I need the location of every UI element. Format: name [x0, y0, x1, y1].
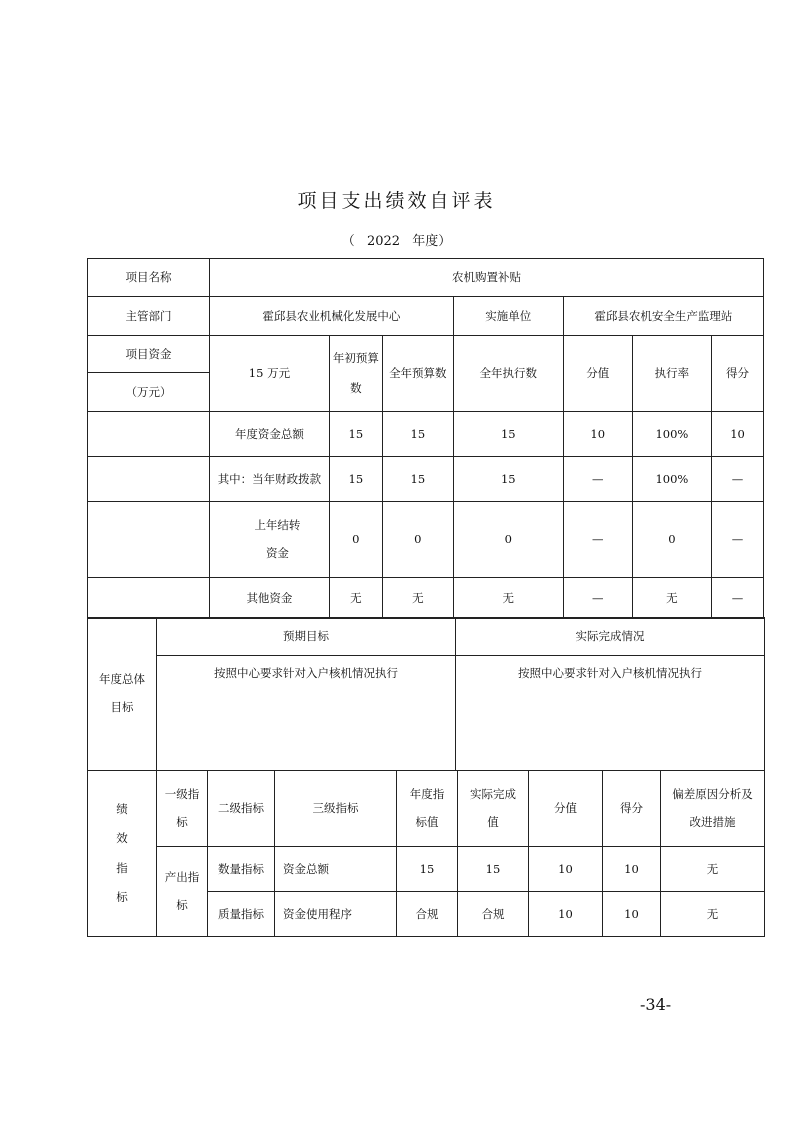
- funds-label: 项目资金: [88, 336, 210, 373]
- year-line: [0, 230, 793, 249]
- actual-header: 实际完成情况: [456, 618, 765, 656]
- header-execution: 全年执行数: [453, 336, 563, 412]
- header-level1: 一级指标: [157, 771, 208, 847]
- header-score-value: 分值: [529, 771, 603, 847]
- expected-header: 预期目标: [157, 618, 456, 656]
- project-name-label: 项目名称: [88, 259, 210, 297]
- header-score: 得分: [603, 771, 661, 847]
- header-actual: 实际完成值: [458, 771, 529, 847]
- dept: 霍邱县农业机械化发展中心: [209, 297, 453, 336]
- header-level3: 三级指标: [275, 771, 397, 847]
- funds-unit-label: （万元）: [88, 373, 210, 412]
- funds-amount: 15 万元: [209, 336, 329, 412]
- header-exec-rate: 执行率: [632, 336, 711, 412]
- table-row: 其他资金 无 无 无 — 无 —: [88, 578, 764, 619]
- header-reason: 偏差原因分析及改进措施: [661, 771, 765, 847]
- header-score-value: 分值: [563, 336, 632, 412]
- table-row: 产出指标 数量指标 资金总额 15 15 10 10 无: [88, 847, 765, 892]
- funds-table: [87, 258, 764, 619]
- row-name: 其他资金: [209, 578, 329, 619]
- row-name: 上年结转资金: [209, 502, 329, 578]
- level1-output: 产出指标: [157, 847, 208, 937]
- row-name: 年度资金总额: [209, 412, 329, 457]
- year-label: 年度）: [412, 234, 452, 249]
- page-title: 项目支出绩效自评表: [297, 190, 496, 212]
- indicators-label: 绩效指标: [88, 771, 157, 937]
- header-year-budget: 全年预算数: [382, 336, 453, 412]
- goals-table: [87, 617, 765, 771]
- year-value: 2022: [366, 234, 401, 249]
- dept-label: 主管部门: [88, 297, 210, 336]
- header-level2: 二级指标: [208, 771, 275, 847]
- table-row: 年度资金总额 15 15 15 10 100% 10: [88, 412, 764, 457]
- goals-label: 年度总体目标: [88, 618, 157, 771]
- table-row: 上年结转资金 0 0 0 — 0 —: [88, 502, 764, 578]
- table-row: 质量指标 资金使用程序 合规 合规 10 10 无: [88, 892, 765, 937]
- page-number: -34-: [640, 995, 672, 1014]
- expected-goal: 按照中心要求针对入户核机情况执行: [157, 656, 456, 771]
- header-initial-budget: 年初预算数: [329, 336, 382, 412]
- table-row: 其中：当年财政拨款 15 15 15 — 100% —: [88, 457, 764, 502]
- indicators-table: [87, 770, 765, 937]
- project-name: 农机购置补贴: [209, 259, 763, 297]
- header-target: 年度指标值: [397, 771, 458, 847]
- unit-label: 实施单位: [453, 297, 563, 336]
- row-name: 其中：当年财政拨款: [209, 457, 329, 502]
- year-open: （: [341, 234, 355, 249]
- actual-goal: 按照中心要求针对入户核机情况执行: [456, 656, 765, 771]
- unit: 霍邱县农机安全生产监理站: [563, 297, 763, 336]
- header-score: 得分: [712, 336, 764, 412]
